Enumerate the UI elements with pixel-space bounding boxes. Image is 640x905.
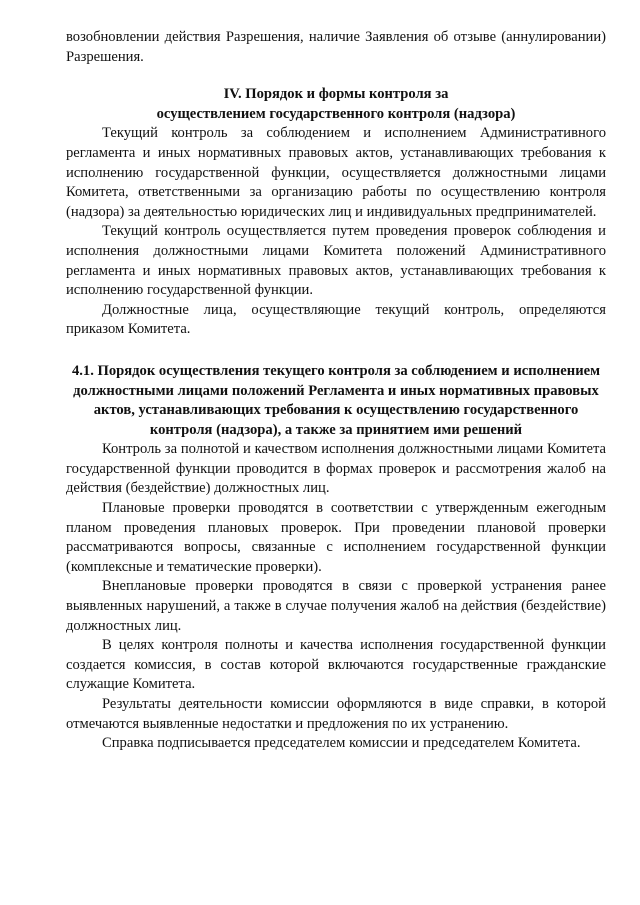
section-4-heading-line-1: IV. Порядок и формы контроля за xyxy=(223,86,449,103)
intro-paragraph: возобновлении действия Разрешения, наличие Заявления об отзыве (аннулировании) Разрешения. xyxy=(66,29,606,65)
section-4-paragraph: Текущий контроль за соблюдением и исполнением Административного регламента и иных нормативных правовых актов, устанавливающих требования к исполнению государственной функции, осуществляется должностными лицами Комитета, ответственными за организацию работы по осуществлению контроля (надзора) за деятельностью юридических лиц и индивидуальных предпринимателей. xyxy=(66,125,606,220)
section-4-1-paragraph: Внеплановые проверки проводятся в связи с проверкой устранения ранее выявленных нарушений, а также в случае получения жалоб на действия (бездействие) должностных лиц. xyxy=(66,578,606,634)
section-4-1-paragraph: Справка подписывается председателем комиссии и председателем Комитета. xyxy=(102,735,581,752)
section-4-paragraph: Текущий контроль осуществляется путем проведения проверок соблюдения и исполнения должностными лицами Комитета положений Административного регламента и иных нормативных правовых актов, устанавливающих требования к исполнению государственной функции. xyxy=(66,223,606,299)
section-4-paragraph: Должностные лица, осуществляющие текущий контроль, определяются приказом Комитета. xyxy=(66,301,606,338)
section-4-heading-line-2: осуществлением государственного контроля (надзора) xyxy=(156,105,516,122)
spacer xyxy=(66,67,606,85)
document-page xyxy=(66,28,606,754)
section-4-1-paragraph: В целях контроля полноты и качества исполнения государственной функции создается комиссия, в состав которой включаются государственные гражданские служащие Комитета. xyxy=(66,637,606,693)
section-4-1-heading: 4.1. Порядок осуществления текущего контроля за соблюдением и исполнением должностными лицами положений Регламента и иных нормативных правовых актов, устанавливающих требования к осуществлению государственного контроля (надзора), а также за принятием ими решений xyxy=(71,362,601,438)
spacer xyxy=(66,340,606,362)
section-4-1-paragraph: Контроль за полнотой и качеством исполнения должностными лицами Комитета государственной функции проводится в формах проверок и рассмотрения жалоб на действия (бездействие) должностных лиц. xyxy=(66,441,606,497)
section-4-1-paragraph: Плановые проверки проводятся в соответствии с утвержденным ежегодным планом проведения плановых проверок. При проведении плановой проверки рассматриваются вопросы, связанные с исполнением государственной функции (комплексные и тематические проверки). xyxy=(66,500,606,575)
section-4-1-paragraph: Результаты деятельности комиссии оформляются в виде справки, в которой отмечаются выявленные недостатки и предложения по их устранению. xyxy=(66,696,606,732)
